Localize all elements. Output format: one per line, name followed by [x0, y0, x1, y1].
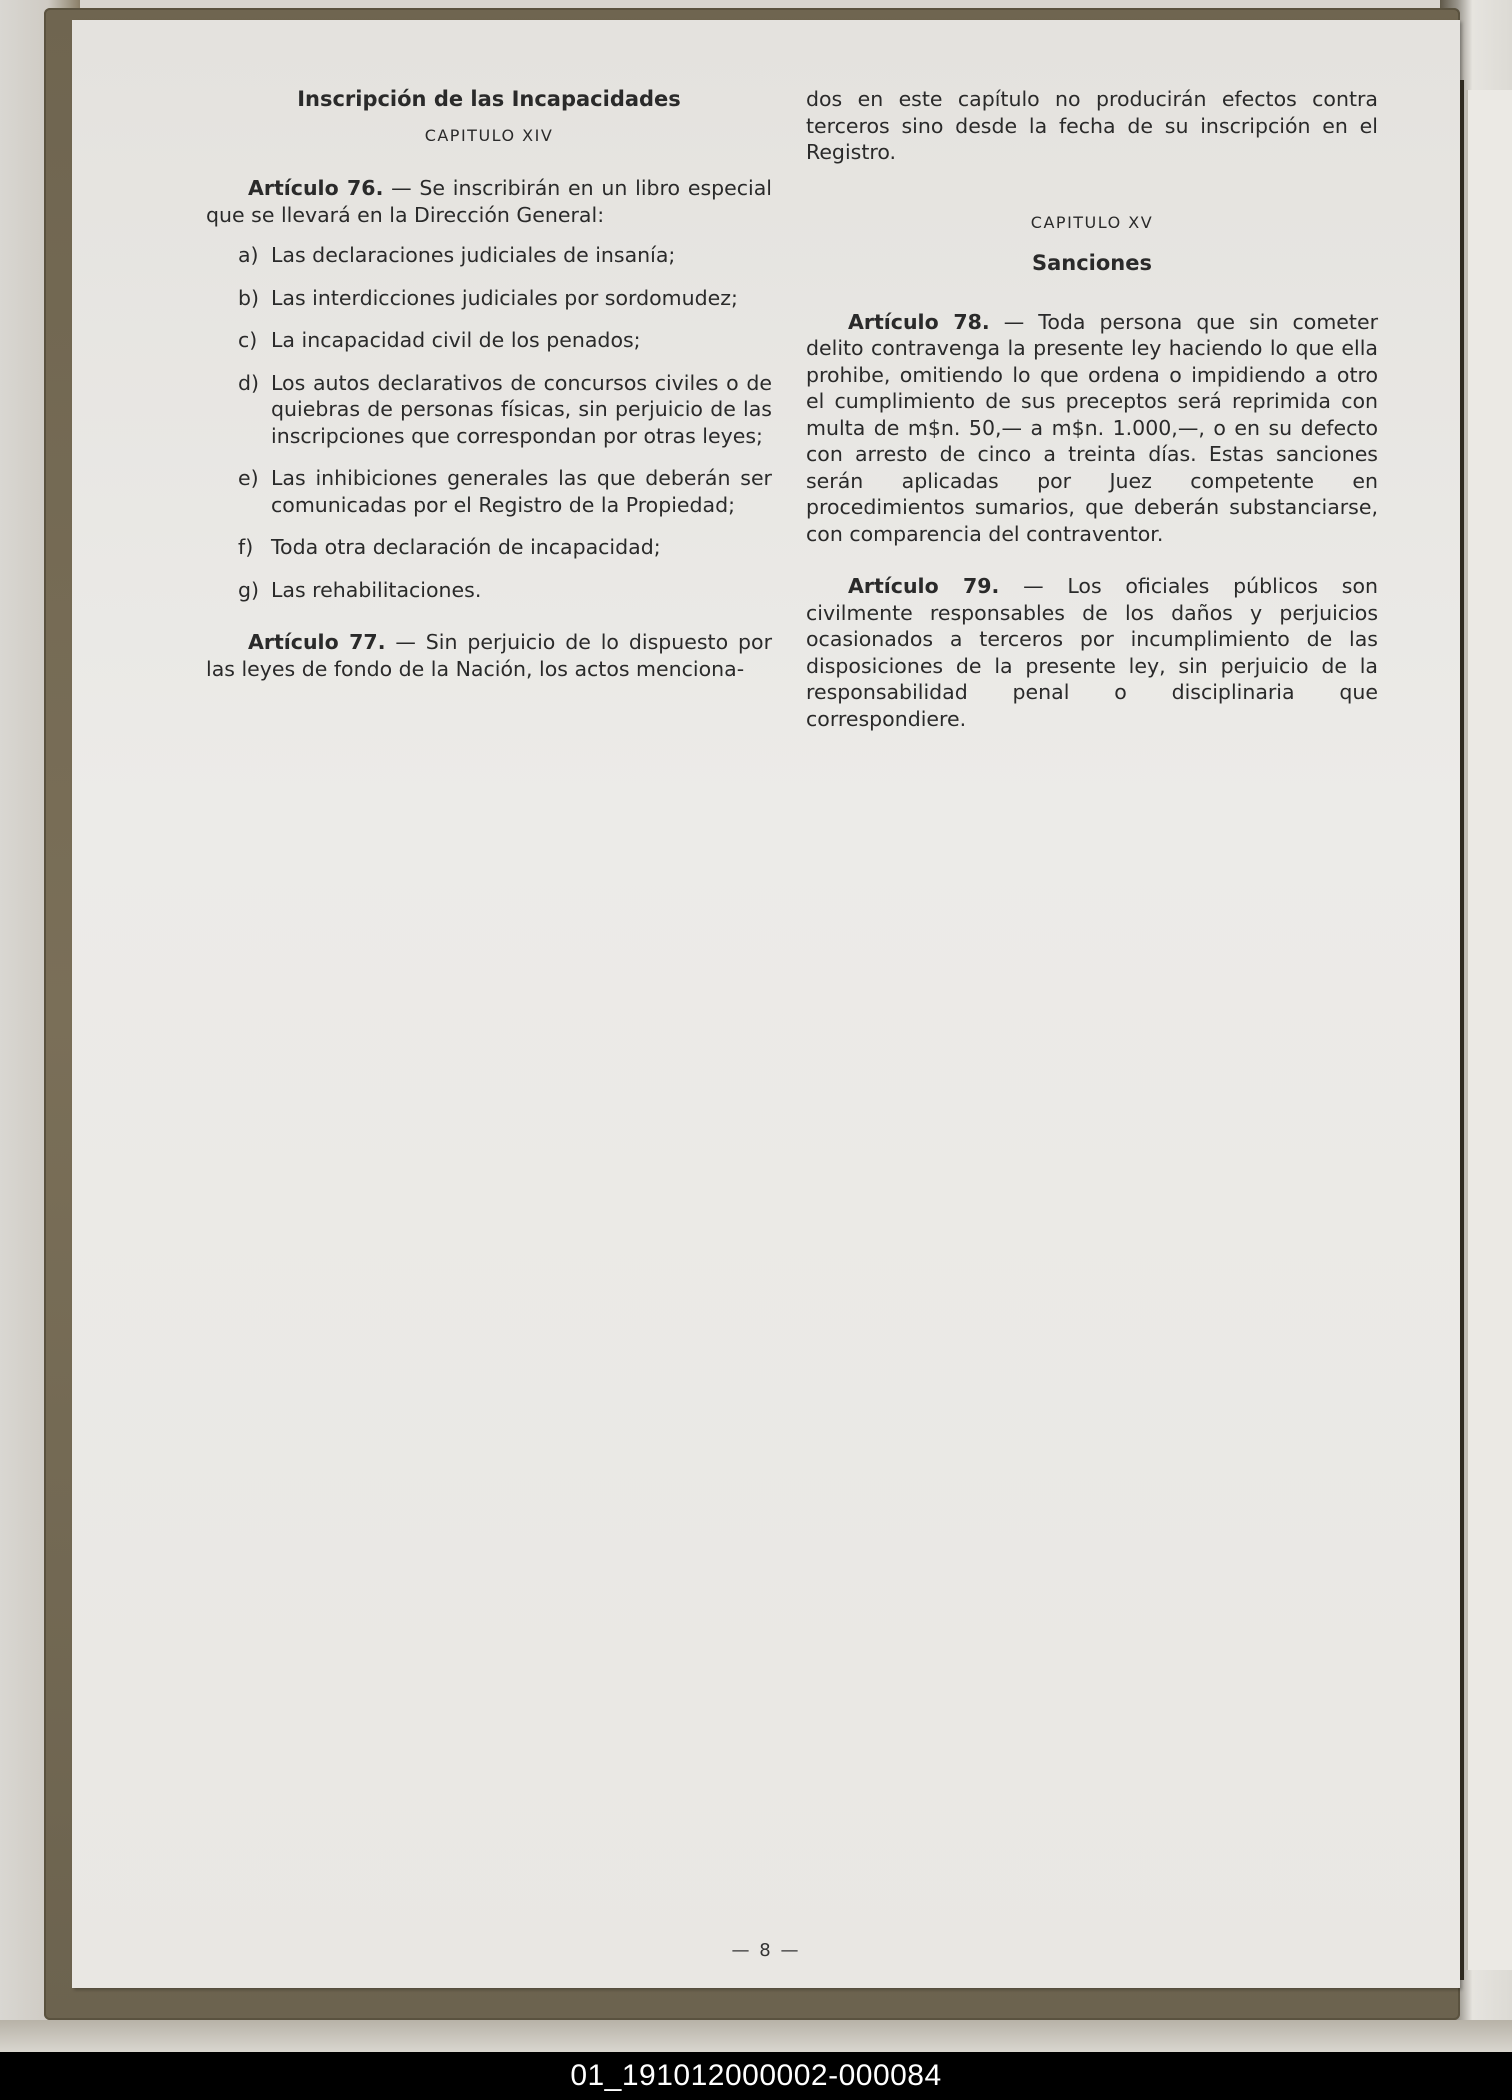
list-letter: a) — [238, 243, 259, 267]
chapter-xiv: CAPITULO XIV — [424, 125, 554, 145]
list-letter: f) — [238, 535, 254, 559]
list-text: La incapacidad civil de los penados; — [271, 328, 641, 352]
article-79-label: Artículo 79. — [848, 574, 1000, 598]
article-77-label: Artículo 77. — [248, 630, 386, 654]
left-column — [206, 86, 772, 682]
list-letter: b) — [238, 285, 260, 310]
article-76-text: — Se inscribirán en un libro especial que se llevará en la Dirección General: — [206, 176, 772, 227]
article-77-text: — Sin perjuicio de lo dispuesto por las leyes de fondo de la Nación, los actos menciona- — [206, 630, 772, 681]
list-text: Las inhibiciones generales las que deberán ser comunicadas por el Registro de la Propiedad; — [271, 466, 772, 517]
page-number: — 8 — — [731, 1940, 801, 1961]
article-78 — [806, 309, 1378, 548]
list-text: Toda otra declaración de incapacidad; — [271, 535, 661, 559]
list-letter: c) — [238, 328, 258, 352]
article-76 — [206, 175, 772, 228]
list-text: Las rehabilitaciones. — [271, 577, 482, 602]
document-page — [72, 20, 1460, 1988]
section-title-sanciones: Sanciones — [1031, 251, 1152, 275]
list-item-f — [238, 534, 772, 561]
chapter-xv: CAPITULO XV — [1030, 212, 1154, 232]
article-77 — [206, 629, 772, 682]
list-item-b — [238, 285, 772, 312]
list-letter: g) — [238, 577, 260, 602]
list-text: Las declaraciones judiciales de insanía; — [271, 243, 676, 267]
article-79-text: — Los oficiales públicos son civilmente responsables de los daños y perjuicios ocasionados a terceros por incumplimiento de las disposiciones de la presente ley, sin perjuicio de la responsabilidad penal o disciplinaria que correspondiere. — [806, 574, 1378, 731]
underlying-sheet — [1466, 90, 1512, 1970]
image-caption: 01_191012000002-000084 — [0, 2052, 1512, 2100]
list-item-c — [238, 327, 772, 354]
article-77-continuation: dos en este capítulo no producirán efectos contra terceros sino desde la fecha de su inscripción en el Registro. — [806, 87, 1378, 164]
bottom-strip — [0, 2020, 1512, 2052]
right-column — [806, 86, 1378, 732]
list-letter: d) — [238, 370, 260, 395]
article-78-text: — Toda persona que sin cometer delito contravenga la presente ley haciendo lo que ella prohibe, omitiendo lo que ordena o impidiendo a otro el cumplimiento de sus preceptos será reprimida con multa de m$n. 50,— a m$n. 1.000,—, o en su defecto con arresto de cinco a treinta días. Estas sanciones serán aplicadas por Juez competente en procedimientos sumarios, que deberán substanciarse, con comparencia del contraventor. — [806, 309, 1378, 546]
incapacity-list — [206, 242, 772, 603]
list-item-a — [238, 242, 772, 269]
list-text: Los autos declarativos de concursos civiles o de quiebras de personas físicas, sin perjuicio de las inscripciones que correspondan por otras leyes; — [271, 370, 772, 448]
list-letter: e) — [238, 466, 259, 490]
article-78-label: Artículo 78. — [848, 309, 990, 334]
list-text: Las interdicciones judiciales por sordomudez; — [271, 285, 738, 310]
article-76-label: Artículo 76. — [248, 176, 384, 200]
list-item-d — [238, 370, 772, 450]
list-item-g — [238, 577, 772, 604]
article-79 — [806, 573, 1378, 732]
section-title-incapacidades: Inscripción de las Incapacidades — [297, 87, 681, 111]
list-item-e — [238, 465, 772, 518]
